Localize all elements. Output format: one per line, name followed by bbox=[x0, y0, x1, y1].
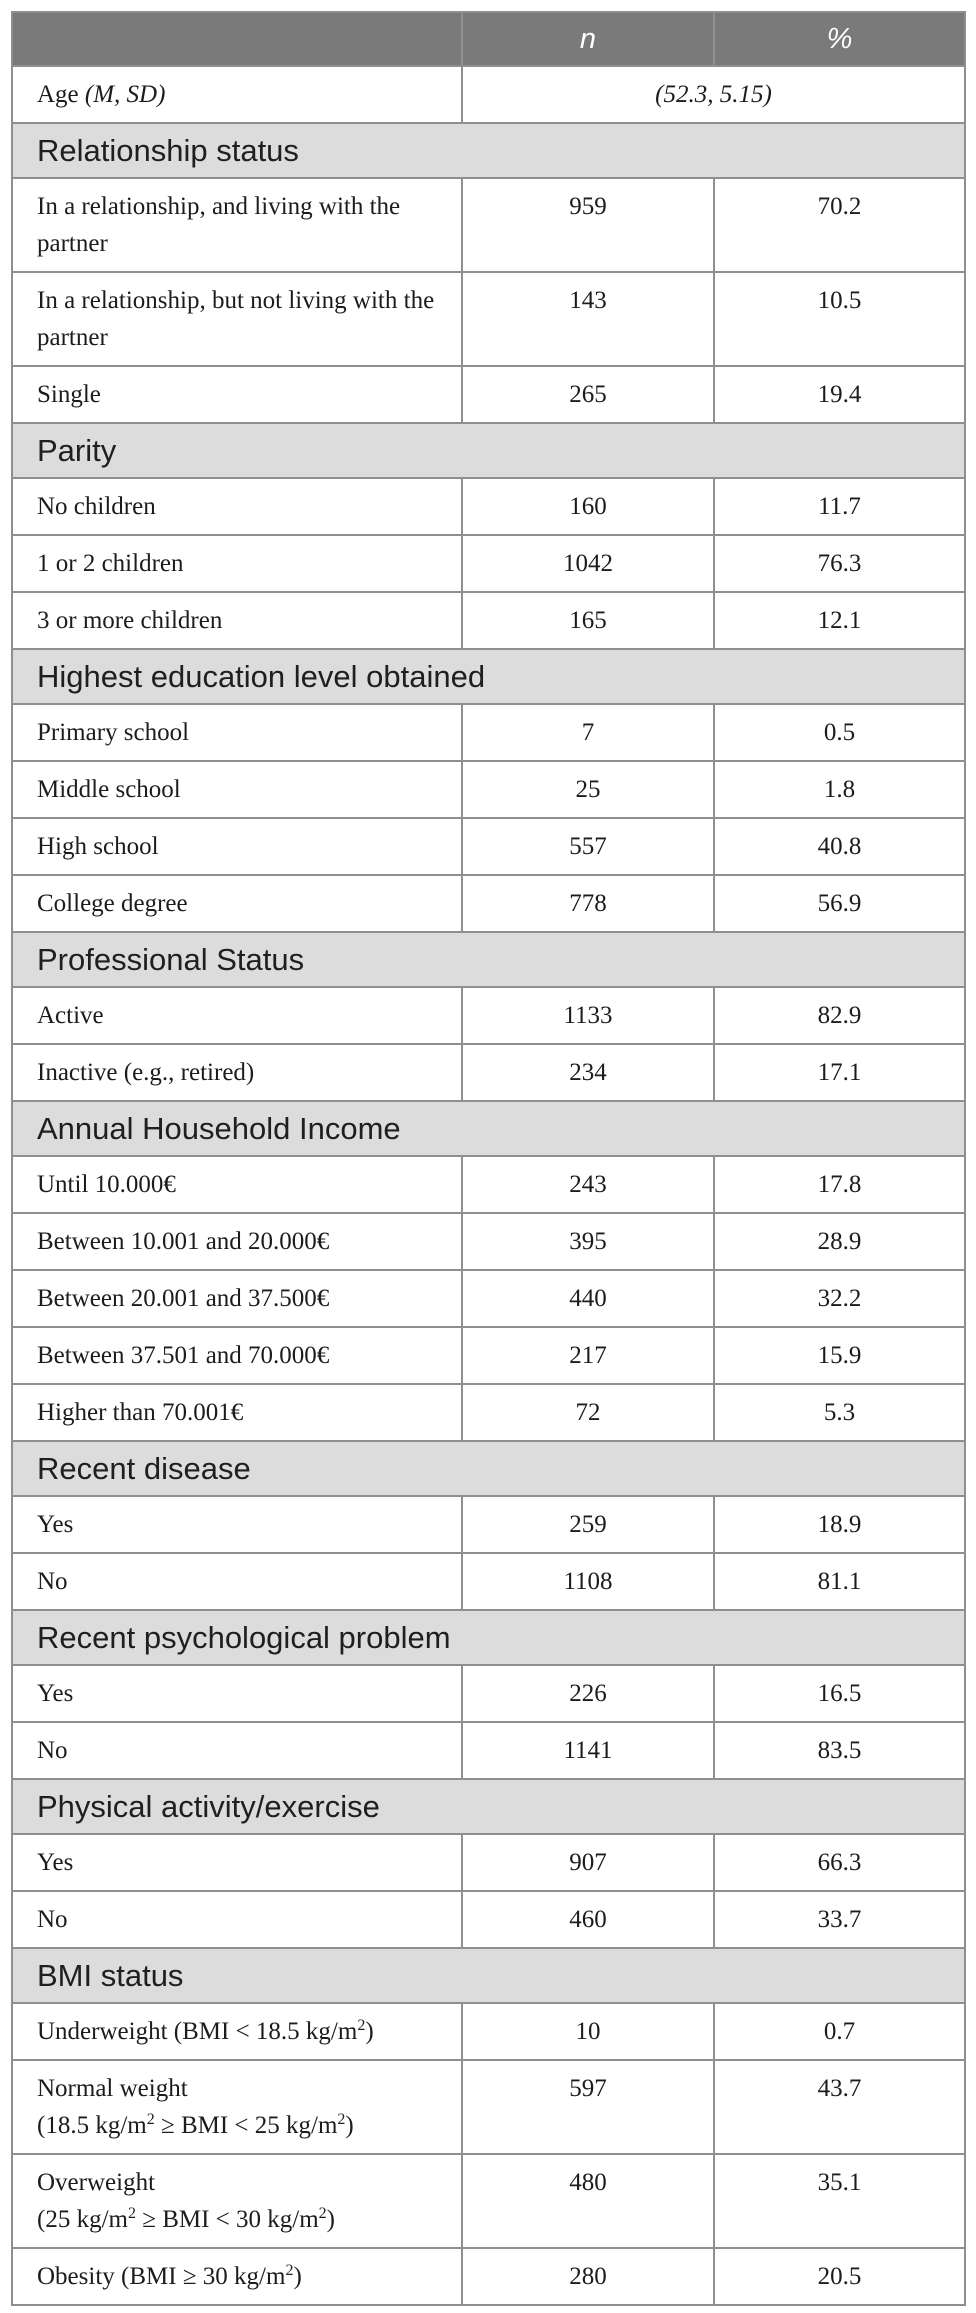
row-label: College degree bbox=[12, 875, 462, 932]
section-title: Physical activity/exercise bbox=[12, 1779, 965, 1834]
section-title: Highest education level obtained bbox=[12, 649, 965, 704]
table-row bbox=[12, 1553, 965, 1610]
age-label-suffix: (M, SD) bbox=[84, 81, 166, 108]
row-n: 160 bbox=[462, 478, 714, 535]
age-value: (52.3, 5.15) bbox=[462, 66, 965, 123]
section-title: BMI status bbox=[12, 1948, 965, 2003]
table-row bbox=[12, 1156, 965, 1213]
table-row bbox=[12, 592, 965, 649]
section-title: Annual Household Income bbox=[12, 1101, 965, 1156]
row-percent: 10.5 bbox=[714, 272, 965, 366]
section-header-recent-psychological-problem bbox=[12, 1610, 965, 1665]
table-row bbox=[12, 2248, 965, 2305]
section-header-professional-status bbox=[12, 932, 965, 987]
row-n: 959 bbox=[462, 178, 714, 272]
row-label: Overweight (25 $kg/m^2$ ≥ BMI < 30 $kg/m^2$) bbox=[12, 2154, 462, 2248]
row-n: 480 bbox=[462, 2154, 714, 2248]
row-percent: 56.9 bbox=[714, 875, 965, 932]
row-n: 778 bbox=[462, 875, 714, 932]
row-percent: 83.5 bbox=[714, 1722, 965, 1779]
row-n: 165 bbox=[462, 592, 714, 649]
section-title: Parity bbox=[12, 423, 965, 478]
table-row bbox=[12, 1722, 965, 1779]
row-n: 10 bbox=[462, 2003, 714, 2060]
row-label: Yes bbox=[12, 1496, 462, 1553]
table-row bbox=[12, 704, 965, 761]
row-percent: 76.3 bbox=[714, 535, 965, 592]
row-percent: 82.9 bbox=[714, 987, 965, 1044]
row-percent: 32.2 bbox=[714, 1270, 965, 1327]
table-row bbox=[12, 761, 965, 818]
row-n: 907 bbox=[462, 1834, 714, 1891]
section-header-annual-household-income bbox=[12, 1101, 965, 1156]
row-label: 3 or more children bbox=[12, 592, 462, 649]
row-percent: 11.7 bbox=[714, 478, 965, 535]
row-n: 597 bbox=[462, 2060, 714, 2154]
row-n: 440 bbox=[462, 1270, 714, 1327]
table-row bbox=[12, 987, 965, 1044]
row-label: Until 10.000€ bbox=[12, 1156, 462, 1213]
row-percent: 0.5 bbox=[714, 704, 965, 761]
section-header-highest-education-level-obtained bbox=[12, 649, 965, 704]
row-n: 259 bbox=[462, 1496, 714, 1553]
row-label: Inactive (e.g., retired) bbox=[12, 1044, 462, 1101]
table-row bbox=[12, 1044, 965, 1101]
age-label: Age (M, SD) bbox=[12, 66, 462, 123]
row-n: 557 bbox=[462, 818, 714, 875]
table-row bbox=[12, 1665, 965, 1722]
row-n: 25 bbox=[462, 761, 714, 818]
header-blank bbox=[12, 12, 462, 66]
row-label: Normal weight (18.5 $kg/m^2$ ≥ BMI < 25 $kg/m^2$) bbox=[12, 2060, 462, 2154]
row-n: 280 bbox=[462, 2248, 714, 2305]
table-row bbox=[12, 2003, 965, 2060]
row-n: 234 bbox=[462, 1044, 714, 1101]
row-label: High school bbox=[12, 818, 462, 875]
row-percent: 40.8 bbox=[714, 818, 965, 875]
row-label: Middle school bbox=[12, 761, 462, 818]
row-percent: 70.2 bbox=[714, 178, 965, 272]
row-label: 1 or 2 children bbox=[12, 535, 462, 592]
row-percent: 81.1 bbox=[714, 1553, 965, 1610]
row-percent: 17.1 bbox=[714, 1044, 965, 1101]
demographics-table bbox=[11, 11, 966, 2306]
header-n: n bbox=[462, 12, 714, 66]
row-percent: 66.3 bbox=[714, 1834, 965, 1891]
header-percent: % bbox=[714, 12, 965, 66]
row-n: 1042 bbox=[462, 535, 714, 592]
row-label: No bbox=[12, 1891, 462, 1948]
row-label: Single bbox=[12, 366, 462, 423]
row-percent: 18.9 bbox=[714, 1496, 965, 1553]
section-header-bmi-status bbox=[12, 1948, 965, 2003]
row-label: Between 37.501 and 70.000€ bbox=[12, 1327, 462, 1384]
row-percent: 17.8 bbox=[714, 1156, 965, 1213]
row-label: Obesity (BMI ≥ 30 $kg/m^2$) bbox=[12, 2248, 462, 2305]
table-row bbox=[12, 1496, 965, 1553]
row-label: Primary school bbox=[12, 704, 462, 761]
section-title: Recent disease bbox=[12, 1441, 965, 1496]
row-label: No bbox=[12, 1722, 462, 1779]
table-row bbox=[12, 1384, 965, 1441]
row-percent: 15.9 bbox=[714, 1327, 965, 1384]
row-n: 265 bbox=[462, 366, 714, 423]
table-row bbox=[12, 535, 965, 592]
section-title: Professional Status bbox=[12, 932, 965, 987]
row-percent: 5.3 bbox=[714, 1384, 965, 1441]
table-row bbox=[12, 272, 965, 366]
row-label: No bbox=[12, 1553, 462, 1610]
row-n: 460 bbox=[462, 1891, 714, 1948]
row-percent: 20.5 bbox=[714, 2248, 965, 2305]
row-n: 243 bbox=[462, 1156, 714, 1213]
row-n: 1108 bbox=[462, 1553, 714, 1610]
table-row bbox=[12, 178, 965, 272]
table-row bbox=[12, 1213, 965, 1270]
row-n: 72 bbox=[462, 1384, 714, 1441]
row-n: 226 bbox=[462, 1665, 714, 1722]
row-n: 395 bbox=[462, 1213, 714, 1270]
row-percent: 35.1 bbox=[714, 2154, 965, 2248]
row-label: Yes bbox=[12, 1834, 462, 1891]
row-label: Underweight (BMI < 18.5 $kg/m^2$) bbox=[12, 2003, 462, 2060]
section-header-parity bbox=[12, 423, 965, 478]
age-row bbox=[12, 66, 965, 123]
section-title: Recent psychological problem bbox=[12, 1610, 965, 1665]
row-n: 1141 bbox=[462, 1722, 714, 1779]
row-percent: 19.4 bbox=[714, 366, 965, 423]
section-header-recent-disease bbox=[12, 1441, 965, 1496]
header-row bbox=[12, 12, 965, 66]
row-percent: 1.8 bbox=[714, 761, 965, 818]
table-row bbox=[12, 366, 965, 423]
row-percent: 0.7 bbox=[714, 2003, 965, 2060]
row-label: Active bbox=[12, 987, 462, 1044]
section-title: Relationship status bbox=[12, 123, 965, 178]
table-row bbox=[12, 1834, 965, 1891]
table-row bbox=[12, 875, 965, 932]
row-label: No children bbox=[12, 478, 462, 535]
row-percent: 16.5 bbox=[714, 1665, 965, 1722]
section-header-physical-activity-exercise bbox=[12, 1779, 965, 1834]
table-row bbox=[12, 478, 965, 535]
section-header-relationship-status bbox=[12, 123, 965, 178]
row-label: Yes bbox=[12, 1665, 462, 1722]
row-percent: 28.9 bbox=[714, 1213, 965, 1270]
table-row bbox=[12, 2154, 965, 2248]
row-label: Between 20.001 and 37.500€ bbox=[12, 1270, 462, 1327]
table-row bbox=[12, 1891, 965, 1948]
row-label: In a relationship, but not living with the partner bbox=[12, 272, 462, 366]
row-n: 7 bbox=[462, 704, 714, 761]
row-label: Higher than 70.001€ bbox=[12, 1384, 462, 1441]
row-label: In a relationship, and living with the partner bbox=[12, 178, 462, 272]
row-n: 1133 bbox=[462, 987, 714, 1044]
table-row bbox=[12, 818, 965, 875]
table-row bbox=[12, 1327, 965, 1384]
table-row bbox=[12, 2060, 965, 2154]
row-label: Between 10.001 and 20.000€ bbox=[12, 1213, 462, 1270]
row-percent: 33.7 bbox=[714, 1891, 965, 1948]
row-percent: 12.1 bbox=[714, 592, 965, 649]
table-row bbox=[12, 1270, 965, 1327]
row-n: 217 bbox=[462, 1327, 714, 1384]
row-percent: 43.7 bbox=[714, 2060, 965, 2154]
row-n: 143 bbox=[462, 272, 714, 366]
